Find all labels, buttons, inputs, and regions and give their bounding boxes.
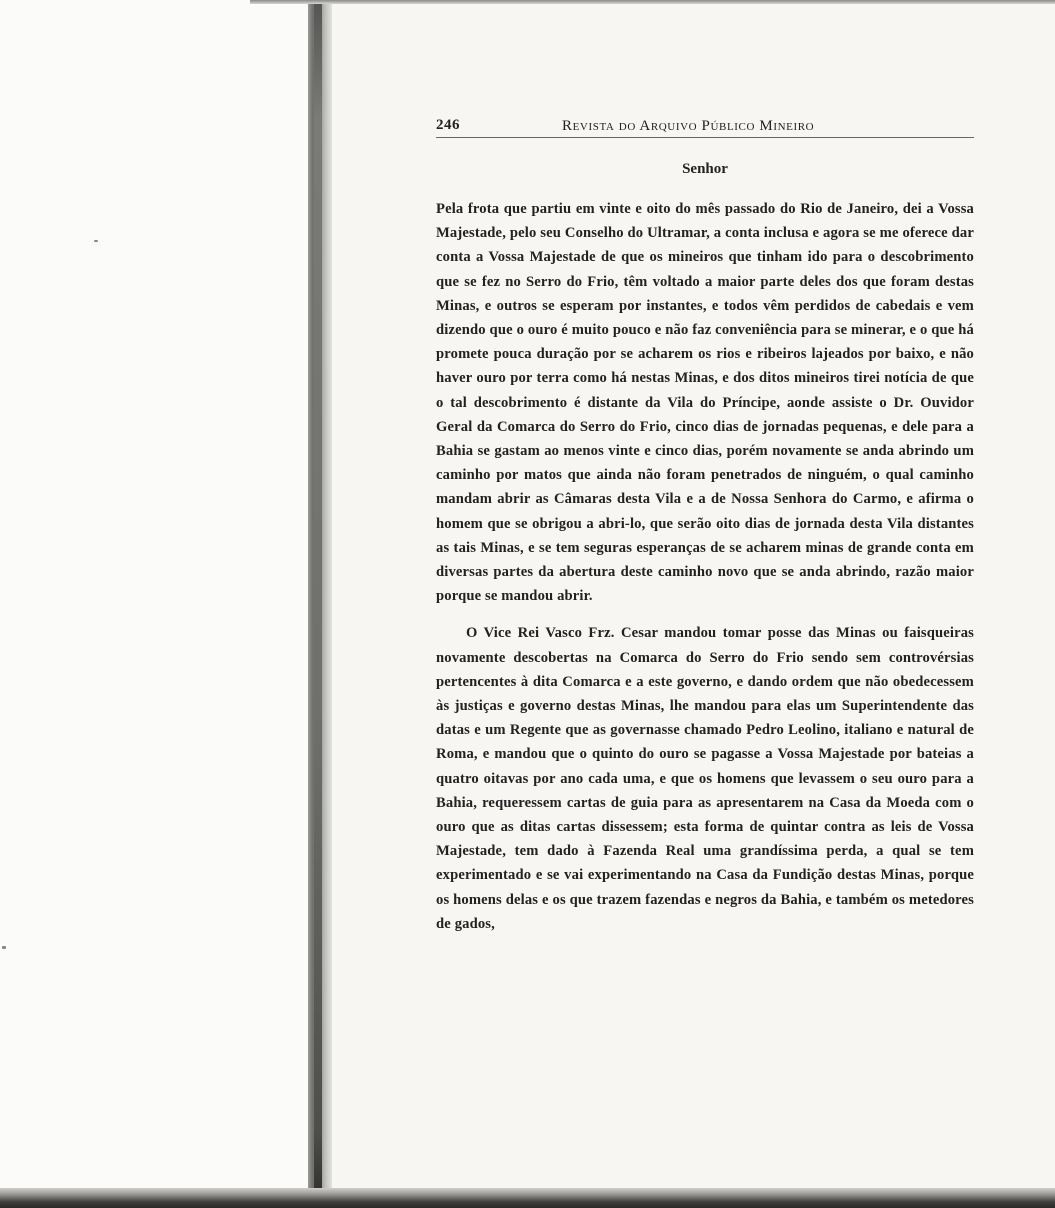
running-header xyxy=(436,117,974,139)
page-bottom-edge xyxy=(0,1188,1055,1208)
paragraph-1: Pela frota que partiu em vinte e oito do mês passado do Rio de Janeiro, dei a Vossa Majestade, pelo seu Conselho do Ultramar, a conta inclusa e agora se me oferece dar conta a Vossa Majestade de que os mineiros que tinham ido para o descobrimento que se fez no Serro do Frio, têm voltado a maior parte deles dos que foram destas Minas, e outros se esperam por instantes, e todos vêm perdidos de cabedais e vem dizendo que o ouro é muito pouco e não faz conveniência para se minerar, e o que há promete pouca duração por se acharem os rios e ribeiros lajeados por baixo, e não haver ouro por terra como há nestas Minas, e dos ditos mineiros tirei notícia de que o tal descobrimento é distante da Vila do Príncipe, aonde assiste o Dr. Ouvidor Geral da Comarca do Serro do Frio, cinco dias de jornadas pequenas, e dele para a Bahia se gastam ao menos vinte e cinco dias, porém novamente se anda abrindo um caminho por matos que ainda não foram penetrados de ninguém, o qual caminho mandam abrir as Câmaras desta Vila e a de Nossa Senhora do Carmo, e afirma o homem que se obrigou a abri-lo, que serão oito dias de jornada desta Vila distantes as tais Minas, e se tem seguras esperanças de se acharem minas de grande conta em diversas partes da abertura deste caminho novo que se anda abrindo, razão maior porque se mandou abrir. xyxy=(436,201,974,605)
page-speck xyxy=(2,946,6,949)
letter-body xyxy=(436,197,974,936)
page-top-edge xyxy=(250,0,1055,4)
journal-title: Revista do Arquivo Público Mineiro xyxy=(562,118,815,134)
paragraph-2: O Vice Rei Vasco Frz. Cesar mandou tomar posse das Minas ou faisqueiras novamente descobertas na Comarca do Serro do Frio sendo sem controvérsias pertencentes à dita Comarca e a este governo, e dando ordem que não obedecessem às justiças e governo destas Minas, lhe mandou para elas um Superintendente das datas e um Regente que as governasse chamado Pedro Leolino, italiano e natural de Roma, e mandou que o quinto do ouro se pagasse a Vossa Majestade por bateias a quatro oitavas por ano cada uma, e que os homens que levassem o seu ouro para a Bahia, requeressem cartas de guia para as apresentarem na Casa da Moeda com o ouro que as ditas cartas dissessem; esta forma de quintar contra as leis de Vossa Majestade, tem dado à Fazenda Real uma grandíssima perda, a qual se tem experimentado e se vai experimentando na Casa da Fundição destas Minas, porque os homens delas e os que trazem fazendas e negros da Bahia, e também os metedores de gados, xyxy=(436,625,974,932)
salutation-heading: Senhor xyxy=(682,161,728,177)
header-rule xyxy=(436,137,974,138)
book-spine-shadow xyxy=(314,0,322,1190)
page-speck xyxy=(94,240,98,242)
facing-page-edge xyxy=(0,0,312,1208)
page-number: 246 xyxy=(436,117,460,133)
